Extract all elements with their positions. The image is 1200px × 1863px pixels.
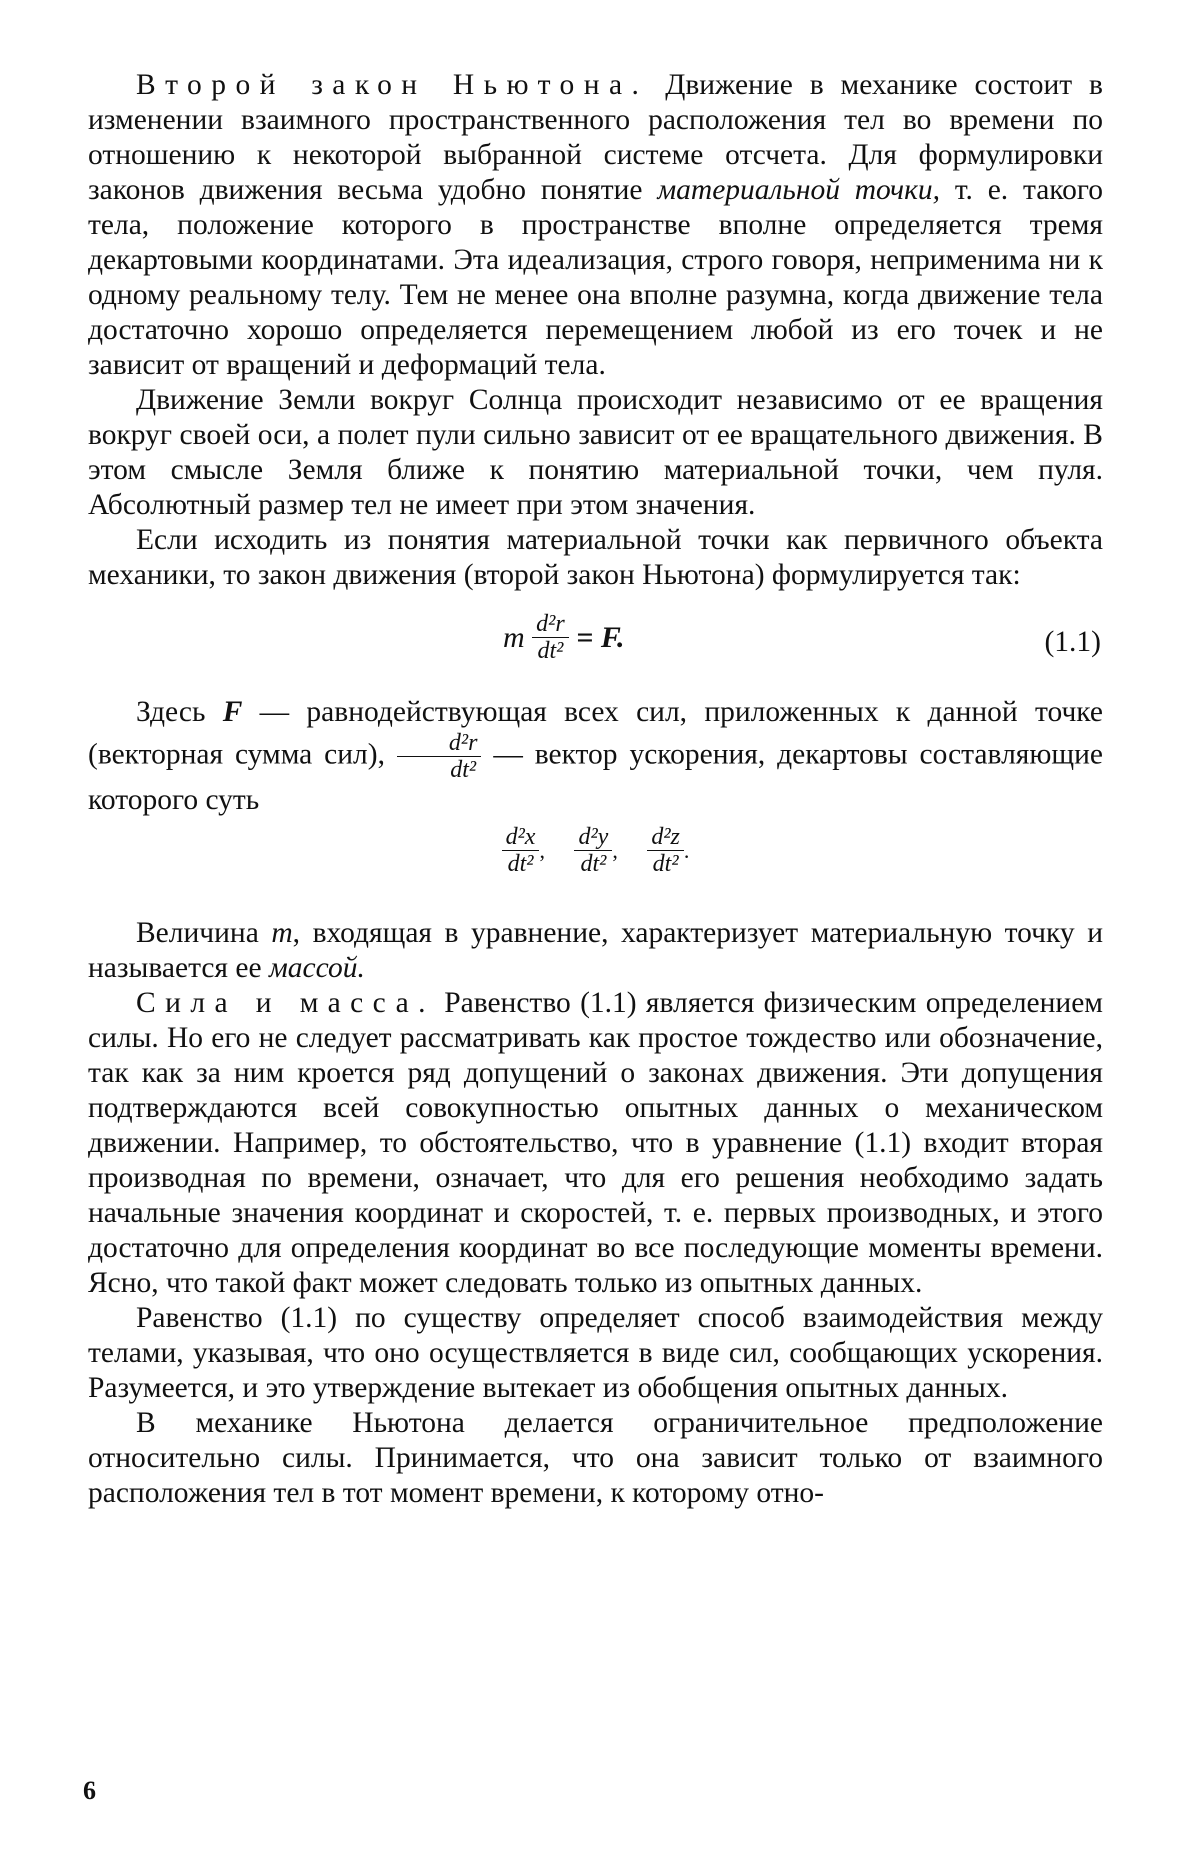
paragraph-5 (88, 916, 1103, 986)
paragraph-text: , входящая в уравнение, характеризует материальную точку и называется ее (88, 917, 1103, 984)
paragraph-text: — равнодействующая всех сил, приложенных к данной точке (векторная сумма сил), (88, 696, 1103, 771)
fraction-denominator: dt² (580, 851, 607, 877)
term-mass: массой. (268, 952, 365, 984)
mass-symbol-inline: m (271, 917, 293, 949)
section-heading-force-and-mass: Сила и масса. (136, 987, 435, 1019)
paragraph-1 (88, 68, 1103, 383)
force-rhs: = F. (576, 621, 625, 654)
equation-1-1 (88, 599, 1103, 691)
inline-acceleration-fraction (397, 730, 482, 783)
fraction-numerator: d²z (647, 824, 684, 851)
paragraph-6 (88, 986, 1103, 1301)
component-y-fraction (574, 824, 612, 877)
acceleration-fraction (532, 611, 569, 664)
equation-expression (503, 611, 624, 664)
fraction-numerator: d²y (574, 824, 612, 851)
fraction-denominator: dt² (450, 757, 477, 783)
separator: , (539, 838, 545, 863)
paragraph-text: Здесь (136, 696, 223, 728)
paragraph-3: Если исходить из понятия материальной точки как первичного объекта механики, то закон движения (второй закон Ньютона) формулируется так: (88, 524, 1103, 591)
component-z-fraction (647, 824, 684, 877)
fraction-numerator: d²r (532, 611, 569, 638)
paragraph-text: Равенство (1.1) является физическим определением силы. Но его не следует рассматривать как простое тождество или обозначение, так как за ним кроется ряд допущений о законах движения. Эти допущения подтверждаются всей совокупностью опытных данных о механическом движении. Например, то обстоятельство, что в уравнение (1.1) входит вторая производная по времени, означает, что для его решения необходимо задать начальные значения координат и скоростей, т. е. первых производных, и этого достаточно для определения координат во все последующие моменты времени. Ясно, что такой факт может следовать только из опытных данных. (88, 987, 1103, 1299)
paragraph-text: Величина (136, 917, 272, 949)
paragraph-text: т. е. такого тела, положение которого в пространстве вполне определяется тремя декартовыми координатами. Эта идеализация, строго говоря, неприменима ни к одному реальному телу. Тем не менее она вполне разумна, когда движение тела достаточно хорошо определяется перемещением любой из его точек и не зависит от вращений и деформаций тела. (88, 174, 1104, 381)
equation-components (88, 818, 1103, 916)
paragraph-text: Движение в механике состоит в изменении взаимного пространственного расположения тел во времени по отношению к некоторой выбранной системе отсчета. Для формулировки законов движения весьма удобно понятие (88, 69, 1103, 206)
component-x-fraction (502, 824, 540, 877)
paragraph-7: Равенство (1.1) по существу определяет способ взаимодействия между телами, указывая, что оно осуществляется в виде сил, сообщающих ускорения. Разумеется, и это утверждение вытекает из обобщения опытных данных. (88, 1302, 1103, 1404)
paragraph-4 (88, 695, 1103, 818)
force-symbol: F (222, 696, 243, 728)
term-material-point: материальной точки, (657, 174, 941, 206)
fraction-numerator: d²x (502, 824, 540, 851)
page-number: 6 (83, 1776, 96, 1805)
paragraph-text: — вектор ускорения, декартовы составляющие которого суть (88, 738, 1103, 816)
section-heading-newton-second-law: Второй закон Ньютона. (136, 69, 649, 101)
fraction-numerator: d²r (397, 730, 482, 757)
paragraph-2: Движение Земли вокруг Солнца происходит независимо от ее вращения вокруг своей оси, а полет пули сильно зависит от ее вращательного движения. В этом смысле Земля ближе к понятию материальной точки, чем пуля. Абсолютный размер тел не имеет при этом значения. (88, 384, 1103, 521)
mass-symbol: m (503, 621, 525, 654)
fraction-denominator: dt² (537, 638, 564, 664)
separator: . (683, 838, 690, 863)
fraction-denominator: dt² (652, 851, 679, 877)
body-text (88, 68, 1103, 1511)
separator: , (612, 838, 618, 863)
fraction-denominator: dt² (507, 851, 534, 877)
paragraph-8: В механике Ньютона делается ограничительное предположение относительно силы. Принимается, что она зависит только от взаимного расположения тел в тот момент времени, к которому отно- (88, 1407, 1103, 1509)
equation-number: (1.1) (1044, 626, 1101, 658)
